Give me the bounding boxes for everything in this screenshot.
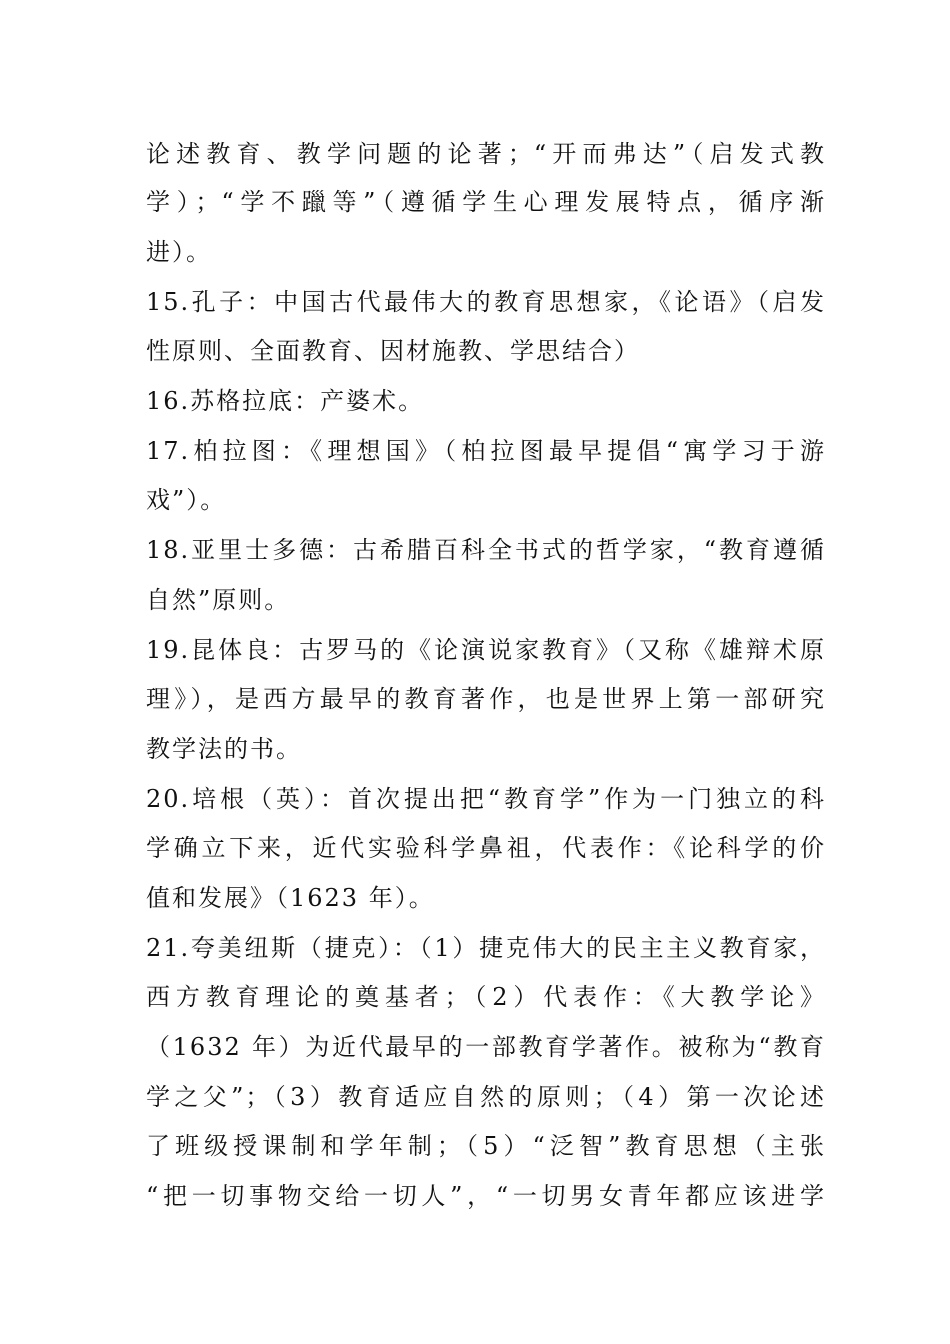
text-line-19: （1632 年）为近代最早的一部教育学著作。被称为“教育 [146, 1033, 826, 1061]
text-line-21: 了班级授课制和学年制；（5）“泛智”教育思想（主张 [146, 1132, 826, 1160]
text-line-15: 学确立下来，近代实验科学鼻祖，代表作：《论科学的价 [146, 834, 826, 862]
text-line-22: “把一切事物交给一切人”，“一切男女青年都应该进学 [146, 1182, 826, 1210]
text-line-16: 值和发展》（1623 年）。 [146, 884, 435, 912]
text-line-14: 20.培根（英）：首次提出把“教育学”作为一门独立的科 [146, 785, 826, 813]
text-line-5: 性原则、全面教育、因材施教、学思结合） [146, 337, 640, 365]
text-line-9: 18.亚里士多德：古希腊百科全书式的哲学家，“教育遵循 [146, 536, 826, 564]
text-line-20: 学之父”；（3）教育适应自然的原则；（4）第一次论述 [146, 1083, 826, 1111]
text-line-11: 19.昆体良：古罗马的《论演说家教育》（又称《雄辩术原 [146, 636, 826, 664]
text-line-18: 西方教育理论的奠基者；（2）代表作：《大教学论》 [146, 983, 826, 1011]
text-line-13: 教学法的书。 [146, 735, 302, 763]
text-line-10: 自然”原则。 [146, 586, 291, 614]
text-line-12: 理》），是西方最早的教育著作，也是世界上第一部研究 [146, 685, 826, 713]
text-line-6: 16.苏格拉底：产婆术。 [146, 387, 425, 415]
text-line-3: 进）。 [146, 238, 212, 266]
text-line-8: 戏”）。 [146, 486, 227, 514]
text-line-2: 学）；“学不躐等”（遵循学生心理发展特点，循序渐 [146, 188, 826, 216]
text-line-7: 17.柏拉图：《理想国》（柏拉图最早提倡“寓学习于游 [146, 437, 826, 465]
text-line-4: 15.孔子：中国古代最伟大的教育思想家，《论语》（启发 [146, 288, 826, 316]
text-line-1: 论述教育、教学问题的论著；“开而弗达”（启发式教 [146, 140, 826, 168]
text-line-17: 21.夸美纽斯（捷克）：（1）捷克伟大的民主主义教育家， [146, 934, 826, 962]
